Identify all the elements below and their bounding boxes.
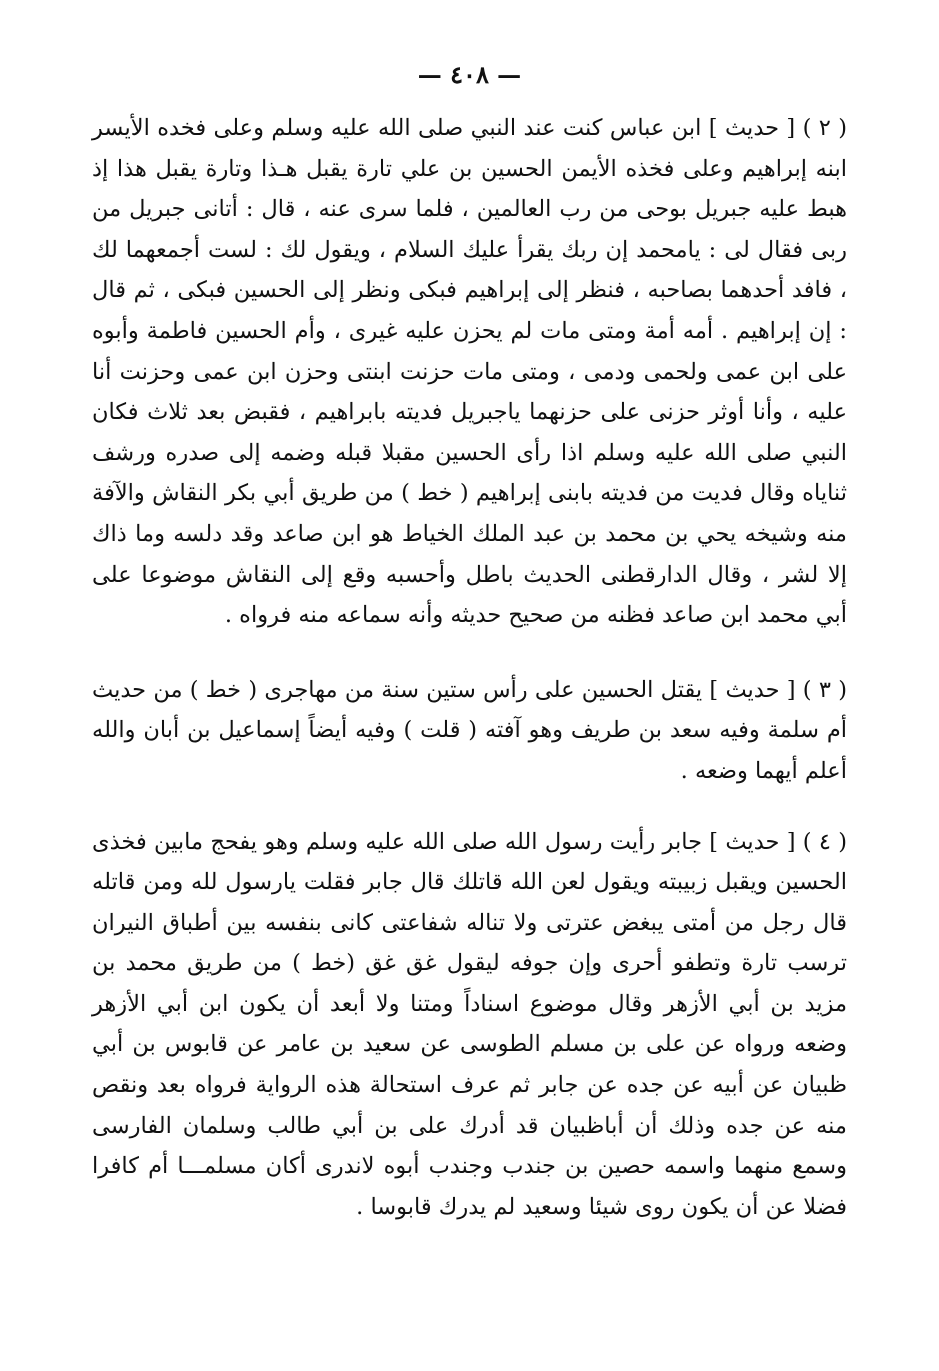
page-number: — ٤٠٨ — [417,60,522,89]
hadith-paragraph-2: ( ٢ ) [ حديث ] ابن عباس كنت عند النبي صلى الله عليه وسلم وعلى فخده الأيسر ابنه إبراهيم وعلى فخذه الأيمن الحسين بن علي تارة يقبل هـذا وتارة يقبل هذا إذ هبط عليه جبريل بوحى من رب العالمين ، فلما سرى عنه ، قال : أتانى جبريل من ربى فقال لى : يامحمد إن ربك يقرأ عليك السلام ، ويقول لك : لست أجمعهما لك ، فافد أحدهما بصاحبه ، فنظر إلى إبراهيم فبكى ونظر إلى الحسين فبكى ، ثم قال : إن إبراهيم . أمه أمة ومتى مات لم يحزن عليه غيرى ، وأم الحسين فاطمة وأبوه على ابن عمى ولحمى ودمى ، ومتى مات حزنت ابنتى وحزن ابن عمى وحزنت أنا عليه ، وأنا أوثر حزنى على حزنهما ياجبريل فديته بابراهيم ، فقبض بعد ثلاث فكان النبي صلى الله عليه وسلم اذا رأى الحسين مقبلا قبله وضمه إلى صدره ورشف ثناياه وقال فديت من فديته بابنى إبراهيم ( خط ) من طريق أبي بكر النقاش والآفة منه وشيخه يحي بن محمد بن عبد الملك الخياط هو ابن صاعد وقد دلسه وما ذاك إلا لشر ، وقال الدارقطنى الحديث باطل وأحسبه وقع إلى النقاش موضوعا على أبي محمد ابن صاعد فظنه من صحيح حديثه وأنه سماعه منه فرواه . [92,115,848,629]
hadith-paragraph-3: ( ٣ ) [ حديث ] يقتل الحسين على رأس ستين سنة من مهاجرى ( خط ) من حديث أم سلمة وفيه سعد بن طريف وهو آفته ( قلت ) وفيه أيضاً إسماعيل بن أبان والله أعلم أيهما وضعه . [92,676,847,784]
hadith-paragraph-4: ( ٤ ) [ حديث ] جابر رأيت رسول الله صلى الله عليه وسلم وهو يفحج مابين فخذى الحسين ويقبل زبيبته ويقول لعن الله قاتلك قال جابر فقلت يارسول لله ومن قاتله قال رجل من أمتى يبغض عترتى ولا تناله شفاعتى كانى بنفسه بين أطباق النيران ترسب تارة وتطفو أحرى وإن جوفه ليقول غق غق (خط ) من طريق محمد بن مزيد بن أبي الأزهر وقال موضوع اسناداً ومتنا ولا أبعد أن يكون ابن أبي الأزهر وضعه ورواه عن على بن مسلم الطوسى عن سعيد بن عامر عن قابوس بن أبي ظبيان عن أبيه عن جده عن جابر ثم عرف استحالة هذه الرواية فرواه بعد ونقص منه عن جده وذلك أن أباظبيان قد أدرك على بن أبي طالب وسلمان الفارسى وسمع منهما واسمه حصين بن جندب وجندب أبوه لاندرى أكان مسلمـــا أم كافرا فضلا عن أن يكون روى شيئا وسعيد لم يدرك قابوسا . [92,828,847,1220]
